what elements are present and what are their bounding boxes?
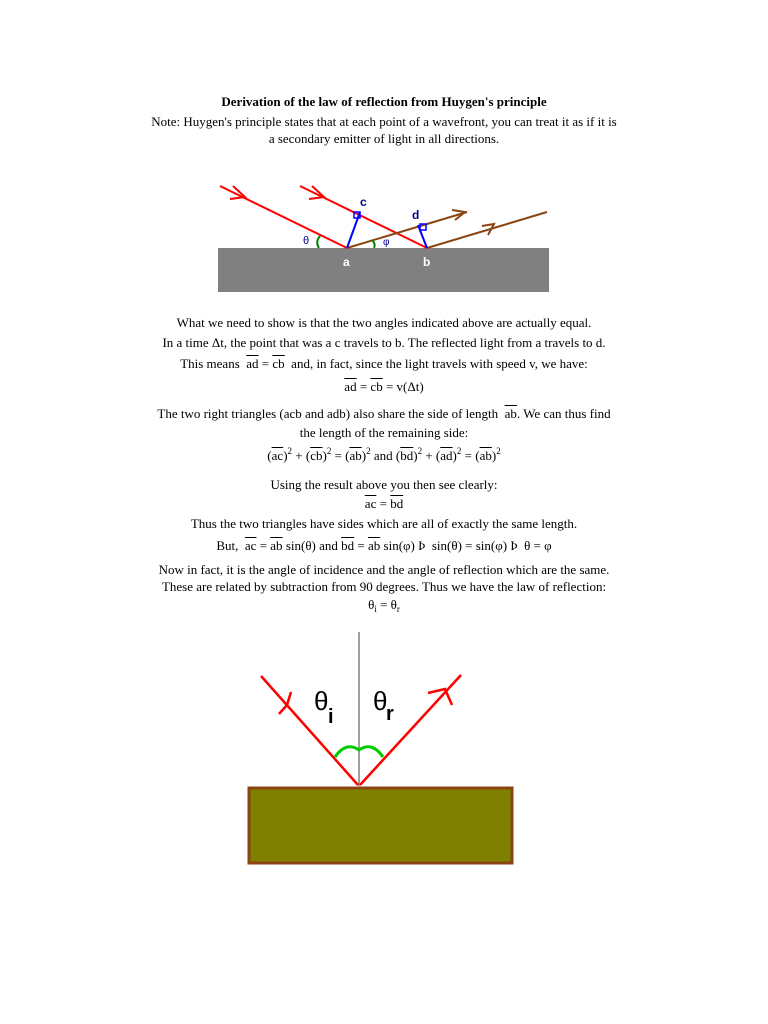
note-line-1: Note: Huygen's principle states that at each point of a wavefront, you can treat it as if it is [151, 114, 617, 129]
equation-3: $(\overline{ac})^2 + (\overline{cb})^2 = (\overline{ab})^2$ and $(\overline{bd})^2 + (\overline{ad})^2 = (\overline{ab})^2$ [267, 446, 501, 463]
label-c: c [360, 195, 367, 209]
label-sub-r: r [386, 703, 394, 725]
law-of-reflection: $\theta_i = \theta_r$ [368, 597, 400, 614]
label-phi: φ [383, 237, 390, 248]
para-4: The two right triangles (acb and adb) also share the side of length $\overline{ab}$. We can thus find [157, 406, 611, 421]
segment-ad: $\overline{ad}$ [246, 356, 259, 371]
para-9: These are related by subtraction from 90 degrees. Thus we have the law of reflection: [161, 579, 607, 594]
para-8: Now in fact, it is the angle of incidence and the angle of reflection which are the same. [158, 562, 610, 577]
para-5: the length of the remaining side: [299, 425, 469, 440]
para-6: Using the result above you then see clearly: [270, 477, 498, 492]
label-d: d [412, 208, 420, 222]
segment-cb: $\overline{cb}$ [272, 356, 285, 371]
label-a: a [343, 255, 350, 269]
equation-4: $\overline{ac} = \overline{bd}$ [364, 496, 404, 511]
reflecting-surface [218, 248, 549, 292]
para-7: Thus the two triangles have sides which are all of exactly the same length. [190, 516, 578, 531]
incident-ray-1 [220, 186, 347, 248]
page-title: Derivation of the law of reflection from Huygen's principle [221, 94, 547, 109]
para-2: In a time Δt, the point that was a c travels to b. The reflected light from a travels to d. [162, 335, 606, 350]
para-3: This means $\overline{ad} = \overline{cb}$ and, in fact, since the light travels with speed v, we have: [180, 356, 588, 371]
label-b: b [423, 255, 431, 269]
label-sub-i: i [328, 706, 334, 728]
reflected-ray-2 [427, 212, 547, 248]
reflecting-block [249, 788, 512, 863]
label-theta: θ [303, 235, 310, 247]
law-of-reflection-diagram [0, 625, 768, 870]
note-line-2: a secondary emitter of light in all directions. [268, 131, 500, 146]
label-theta-i: θ [314, 686, 329, 716]
para-1: What we need to show is that the two angles indicated above are actually equal. [176, 315, 592, 330]
equation-5: But, $\overline{ac} = \overline{ab}$ sin(θ) and $\overline{bd} = \overline{ab}$ sin(φ) Þ sin(θ) = sin(φ) Þ θ = φ [216, 538, 552, 553]
label-theta-r: θ [373, 686, 388, 716]
incident-ray [261, 676, 358, 785]
angle-arc-theta [317, 236, 320, 248]
equation-2: $\overline{ad} = \overline{cb} = v(\Delta t)$ [344, 379, 424, 394]
angle-arc-phi [372, 240, 375, 248]
wavefront-reflection-diagram [0, 170, 768, 300]
